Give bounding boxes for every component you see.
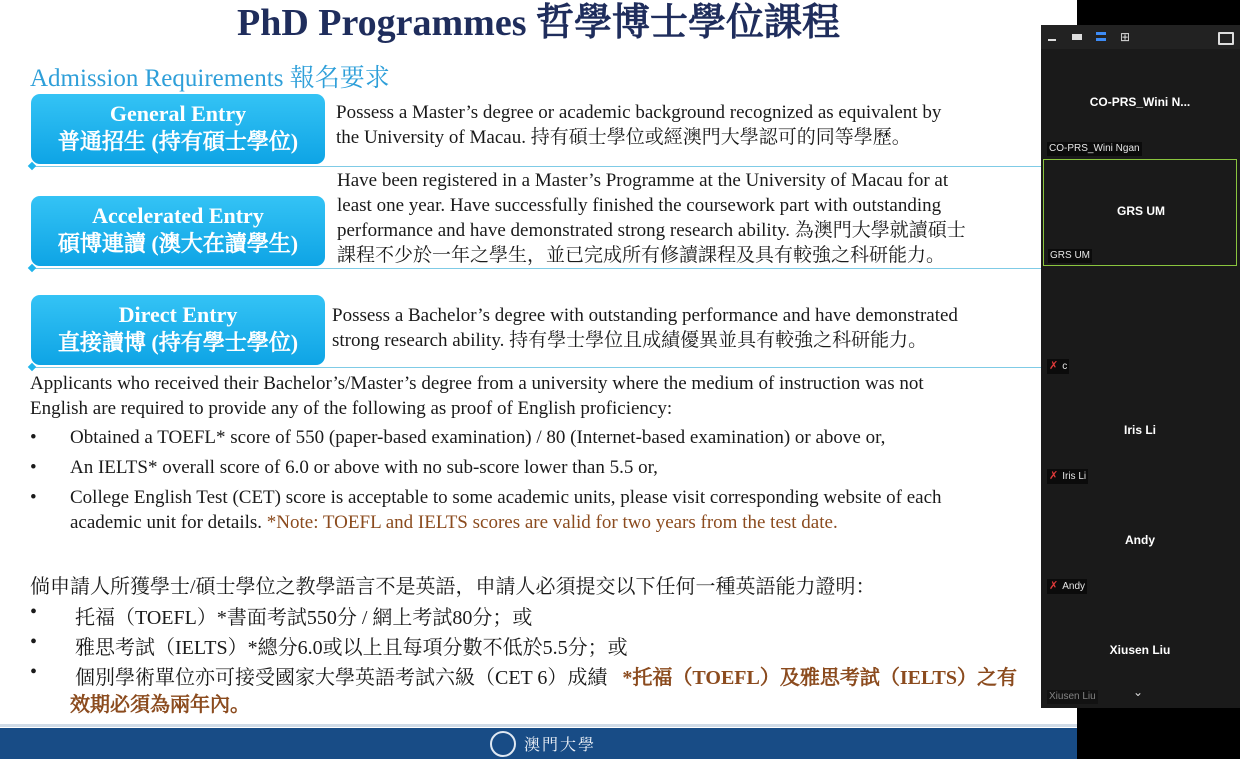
gallery-view-icon[interactable]: ⊞ [1119,30,1131,44]
exit-panel-icon[interactable] [1217,30,1231,44]
bullet-icon: • [30,631,38,653]
bullet-text: College English Test (CET) score is acceptable to some academic units, please visit corresponding website of each [70,487,942,508]
toefl-bullet-zh [30,601,532,630]
accelerated-entry-title: Accelerated Entry [92,203,264,228]
participant-label: CO-PRS_Wini Ngan [1049,143,1140,154]
desc-line: least one year. Have successfully finished the coursework part with outstanding [337,195,942,216]
participant-label: GRS UM [1050,250,1090,261]
general-entry-box [31,94,325,164]
desc-line: 課程不少於一年之學生，並已完成所有修讀課程及具有較強之科研能力。 [337,245,946,266]
participant-label: Andy [1062,581,1086,592]
participant-label: Iris Li [1062,471,1087,482]
intro-line: Applicants who received their Bachelor’s/Master’s degree from a university where the medium of instruction was not [30,373,924,394]
bullet-icon: • [30,487,37,508]
minimize-icon[interactable] [1046,30,1060,44]
general-entry-description [336,100,941,150]
university-seal-icon [490,731,516,757]
intro-line: English are required to provide any of the following as proof of English proficiency: [30,398,673,419]
divider [31,367,1041,368]
divider [31,166,1041,167]
footer-logo-text: 澳門大學 [524,737,597,754]
bullet-text: 托福（TOEFL）*書面考試550分 / 網上考試80分；或 [75,607,533,629]
strip-view-icon[interactable] [1070,30,1084,44]
desc-line: performance and have demonstrated strong research ability. 為澳門大學就讀碩士 [337,220,966,241]
english-note: *Note: TOEFL and IELTS scores are valid for two years from the test date. [266,512,838,533]
participant-name: Xiusen Liu [1109,643,1171,657]
participant-name: Iris Li [1123,423,1156,437]
general-entry-subtitle: 普通招生 (持有碩士學位) [57,129,299,154]
participant-label-row [1047,579,1087,594]
desc-line: Possess a Master’s degree or academic background recognized as equivalent by [336,102,942,123]
cet-bullet [30,485,1040,535]
bullet-text-continued [70,510,1040,535]
admission-heading: Admission Requirements 報名要求 [30,65,390,92]
bullet-text-line2: academic unit for details. [70,512,263,533]
slide-title: PhD Programmes 哲學博士學位課程 [236,2,840,44]
participant-label: c [1062,361,1068,372]
participant-name: GRS UM [1117,204,1165,218]
participant-name: Andy [1125,533,1155,547]
bullet-icon: • [30,601,38,623]
desc-line: strong research ability. 持有學士學位且成績優異並具有較強之科研能力。 [332,330,928,351]
panel-toolbar [1041,25,1240,49]
desc-line: Possess a Bachelor’s degree with outstanding performance and have demonstrated [332,305,958,326]
ielts-bullet-zh [30,631,628,660]
accelerated-entry-box [31,196,325,266]
chevron-down-icon[interactable]: ⌄ [1133,685,1144,699]
mic-muted-icon: ✗ [1049,470,1059,482]
participant-tile[interactable] [1043,489,1237,596]
toefl-bullet [30,425,1040,450]
cet-bullet-zh [30,661,1017,690]
mic-muted-icon: ✗ [1049,360,1059,372]
speaker-view-icon[interactable] [1094,30,1108,44]
desc-line: Have been registered in a Master’s Programme at the University of Macau for at [337,170,949,191]
participant-tile[interactable] [1043,269,1237,376]
chinese-note: *托福（TOEFL）及雅思考試（IELTS）之有 [622,667,1017,689]
direct-entry-description [332,303,958,353]
direct-entry-box [31,295,325,365]
participant-label: Xiusen Liu [1049,691,1096,702]
participant-tile-active[interactable] [1043,159,1237,266]
english-requirements-intro [30,371,1040,421]
bullet-text: An IELTS* overall score of 6.0 or above with no sub-score lower than 5.5 or, [70,457,658,478]
divider [31,268,1041,269]
bullet-icon: • [30,427,37,448]
participant-tile[interactable] [1043,379,1237,486]
participant-name: CO-PRS_Wini N... [1089,95,1191,109]
chinese-note-line2: 效期必須為兩年內。 [70,694,250,716]
participant-panel [1041,25,1240,708]
direct-entry-title: Direct Entry [118,302,238,327]
bullet-icon: • [30,661,38,683]
desc-line: the University of Macau. 持有碩士學位或經澳門大學認可的同等學歷。 [336,127,911,148]
chinese-requirements-intro: 倘申請人所獲學士/碩士學位之教學語言不是英語，申請人必須提交以下任何一種英語能力證明： [30,576,876,598]
accelerated-entry-subtitle: 碩博連讀 (澳大在讀學生) [57,231,299,256]
accelerated-entry-description [337,168,966,268]
bullet-text: Obtained a TOEFL* score of 550 (paper-based examination) / 80 (Internet-based examination) or above or, [70,427,886,448]
ielts-bullet [30,455,1040,480]
direct-entry-subtitle: 直接讀博 (持有學士學位) [57,330,299,355]
footer-divider [0,724,1077,727]
bullet-text: 個別學術單位亦可接受國家大學英語考試六級（CET 6）成績 [75,667,608,689]
participant-label-row [1047,469,1088,484]
participant-tile[interactable] [1043,51,1237,158]
bullet-icon: • [30,457,37,478]
participant-label-row [1047,359,1069,374]
general-entry-title: General Entry [109,101,247,126]
bullet-text: 雅思考試（IELTS）*總分6.0或以上且每項分數不低於5.5分；或 [75,637,628,659]
mic-muted-icon: ✗ [1049,580,1059,592]
slide-footer [0,728,1077,759]
